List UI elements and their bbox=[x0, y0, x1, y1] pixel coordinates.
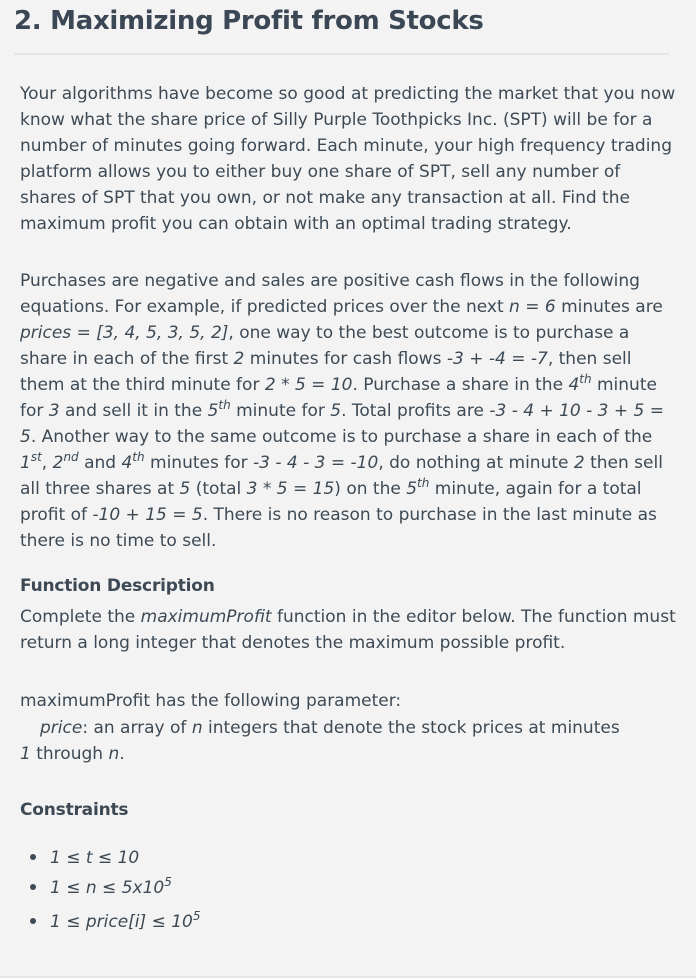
bullet-icon bbox=[30, 854, 36, 860]
function-description-text: Complete the maximumProfit function in the editor below. The function must return a long integer that denotes the maximum possible profit. bbox=[20, 607, 676, 653]
function-description-heading: Function Description bbox=[20, 576, 215, 596]
constraint-item: 1 ≤ price[i] ≤ $10^5$ bbox=[30, 909, 201, 935]
bullet-icon bbox=[30, 884, 36, 890]
constraints-heading: Constraints bbox=[20, 800, 129, 820]
page-title: 2. Maximizing Profit from Stocks bbox=[14, 6, 484, 36]
constraint-item: 1 ≤ t ≤ 10 bbox=[30, 845, 139, 871]
bullet-icon bbox=[30, 918, 36, 924]
example-paragraph: Purchases are negative and sales are positive cash flows in the following equations. For example, if predicted prices over the next n = 6 minutes are prices = [3, 4, 5, 3, 5, 2], one way to the best outcome is to purchase a share in each of the first 2 minutes for cash flows -3 + -4 = -7, then sell them at the third minute for 2 * 5 = 10. Purchase a share in the 4th minute for 3 and sell it in the 5th minute for 5. Total profits are -3 - 4 + 10 - 3 + 5 = 5. Another way to the same outcome is to purchase a share in each of the 1st, 2nd and 4th minutes for -3 - 4 - 3 = -10, do nothing at minute 2 then sell all three shares at 5 (total 3 * 5 = 15) on the 5th minute, again for a total profit of -10 + 15 = 5. There is no reason to purchase in the last minute as there is no time to sell. bbox=[20, 271, 665, 551]
intro-paragraph: Your algorithms have become so good at predicting the market that you now know what the share price of Silly Purple Toothpicks Inc. (SPT) will be for a number of minutes going forward. Each minute, your high frequency trading platform allows you to either buy one share of SPT, sell any number of shares of SPT that you own, or not make any transaction at all. Find the maximum profit you can obtain with an optimal trading strategy. bbox=[20, 84, 676, 234]
parameter-price-range: 1 through n. bbox=[20, 744, 125, 764]
constraint-item: $1 \le n \le 5x10^5$ bbox=[30, 875, 172, 901]
parameter-intro: maximumProfit has the following parameter: bbox=[20, 691, 402, 711]
parameter-price: price: an array of n integers that denote the stock prices at minutes bbox=[40, 718, 620, 738]
title-divider bbox=[14, 53, 669, 55]
